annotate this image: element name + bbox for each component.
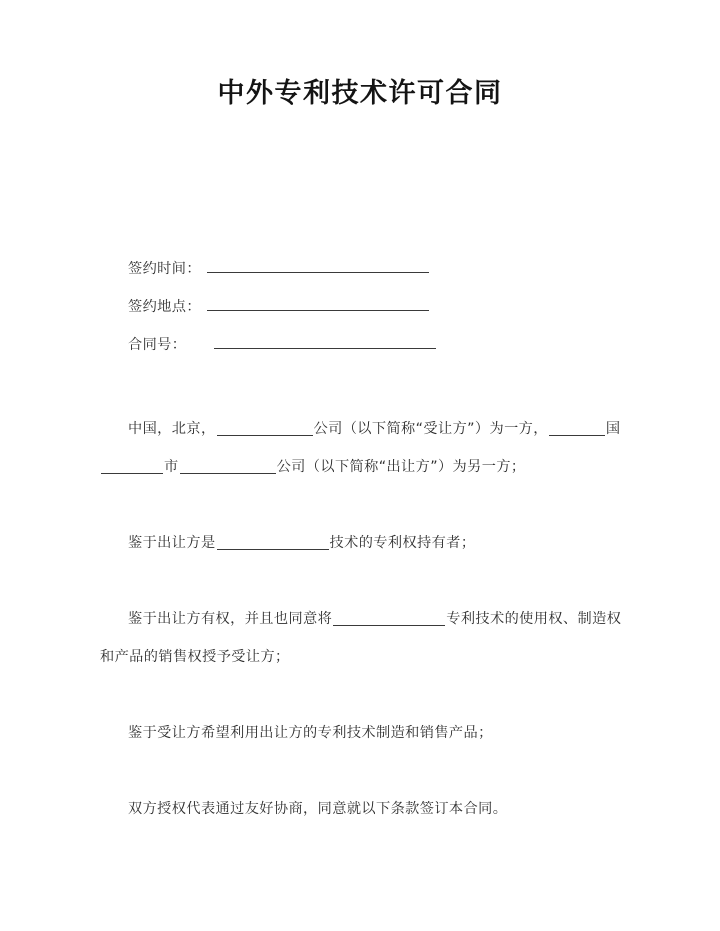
spacer: [100, 676, 622, 714]
parties-text-2: 公司（以下简称“受让方”）为一方，: [313, 421, 548, 437]
grant-rights-text-1: 鉴于出让方有权，并且也同意将: [128, 611, 333, 627]
spacer: [100, 752, 622, 790]
patent-technology-blank[interactable]: [217, 535, 329, 550]
spacer: [100, 562, 622, 600]
paragraph-whereas-patent-holder: [100, 524, 622, 562]
contract-number-label: 合同号：: [128, 337, 187, 353]
paragraph-agreement-statement: 双方授权代表通过友好协商，同意就以下条款签订本合同。: [128, 801, 508, 817]
document-body: [100, 250, 622, 828]
signing-time-label: 签约时间：: [128, 261, 201, 277]
licensee-company-blank[interactable]: [217, 421, 313, 436]
paragraph-parties: [100, 410, 622, 486]
patent-holder-text-1: 鉴于出让方是: [128, 535, 216, 551]
spacer: [100, 486, 622, 524]
spacer: [100, 364, 622, 410]
patent-holder-text-2: 技术的专利权持有者；: [329, 535, 476, 551]
page-title: 中外专利技术许可合同: [217, 78, 503, 109]
paragraph-whereas-licensee-wish: 鉴于受让方希望利用出让方的专利技术制造和销售产品；: [128, 725, 493, 741]
contract-number-input[interactable]: [214, 333, 436, 349]
signing-place-input[interactable]: [207, 295, 429, 311]
signing-fields-group: [100, 250, 622, 364]
licensor-country-blank[interactable]: [549, 421, 605, 436]
signing-place-label: 签约地点：: [128, 299, 201, 315]
parties-text-5: 公司（以下简称“出让方”）为另一方；: [276, 459, 526, 475]
grant-rights-text-2: 专利技术的使用权、制造权和产品的销售权授予受让方；: [100, 611, 622, 665]
licensor-city-blank[interactable]: [101, 459, 163, 474]
paragraph-whereas-grant-rights: [100, 600, 622, 676]
licensor-company-blank[interactable]: [180, 459, 276, 474]
parties-text-1: 中国，北京，: [128, 421, 216, 437]
signing-time-input[interactable]: [207, 257, 429, 273]
field-row-contract-number: [100, 326, 622, 364]
granted-technology-blank[interactable]: [333, 611, 445, 626]
field-row-signing-place: [100, 288, 622, 326]
parties-text-3: 国: [605, 421, 621, 437]
parties-text-4: 市: [164, 459, 179, 475]
field-row-signing-time: [100, 250, 622, 288]
